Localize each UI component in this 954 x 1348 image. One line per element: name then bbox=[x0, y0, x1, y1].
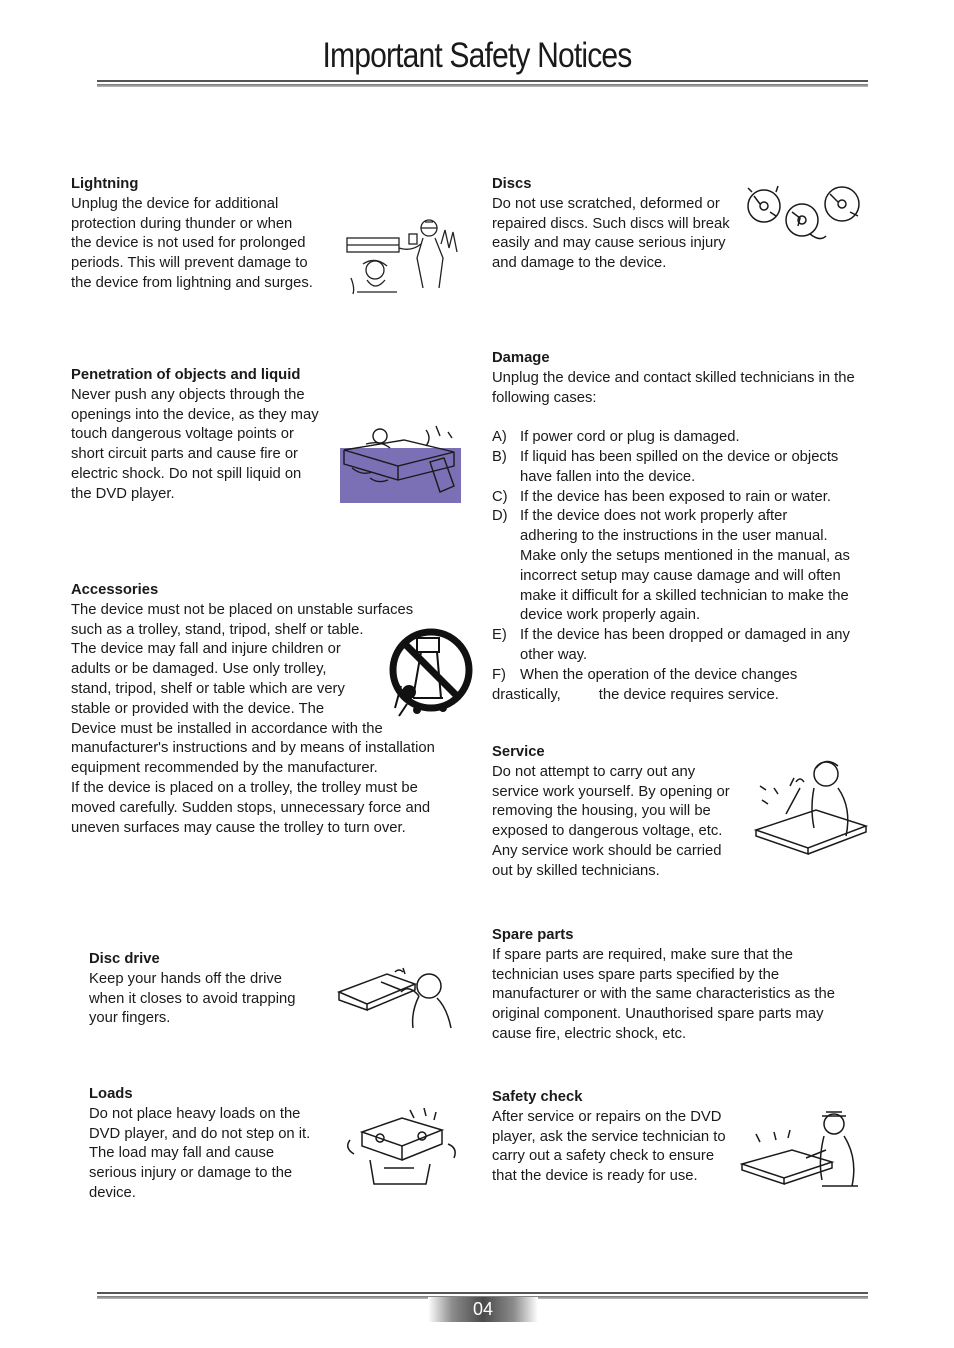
section-body: The device must not be placed on unstable surfaces such as a trolley, stand, tripod, shelf or table. The device may fall and injure children or adults or be damaged. Use only trolley, stand, tripod, shelf or table which are very stable or provided with the device. The Device must be installed in accordance with the manufacturer's instructions and by means of installation equipment recommended by the manufacturer. If the device is placed on a trolley, the trolley must be moved carefully. Sudden stops, unnecessary force and uneven surfaces may cause the trolley to turn over. bbox=[71, 601, 435, 836]
section-penetration bbox=[71, 366, 346, 505]
damaged-discs-illustration bbox=[744, 182, 866, 244]
section-heading: Accessories bbox=[71, 582, 159, 598]
section-spare-parts bbox=[492, 926, 892, 1045]
section-safety-check bbox=[492, 1088, 754, 1187]
section-heading: Spare parts bbox=[492, 927, 574, 943]
objects-liquid-illustration bbox=[340, 422, 462, 504]
section-loads bbox=[89, 1085, 339, 1204]
list-item: A) If power cord or plug is damaged. bbox=[492, 429, 740, 446]
section-body: If spare parts are required, make sure that the technician uses spare parts specified by the manufacturer or with the same characteristics as the original component. Unauthorised spare parts may cause fire, electric shock, etc. bbox=[492, 946, 835, 1042]
page-number: 04 bbox=[428, 1297, 538, 1322]
section-service bbox=[492, 743, 754, 882]
section-heading: Loads bbox=[89, 1086, 133, 1102]
disc-drive-fingers-illustration bbox=[337, 966, 459, 1030]
section-discs bbox=[492, 175, 752, 274]
list-item: C) If the device has been exposed to rain or water. bbox=[492, 488, 831, 505]
unplug-lightning-illustration bbox=[345, 218, 461, 296]
list-item: D) If the device does not work properly after adhering to the instructions in the user manual. Make only the setups mentioned in the manual, as incorrect setup may cause damage and will often make it difficult for a skilled technician to make the device work properly again. bbox=[492, 508, 850, 624]
header-rule bbox=[97, 80, 868, 87]
damage-case-list bbox=[492, 428, 892, 685]
section-body: Keep your hands off the drive when it closes to avoid trapping your fingers. bbox=[89, 970, 296, 1027]
section-heading: Penetration of objects and liquid bbox=[71, 367, 301, 383]
section-disc-drive bbox=[89, 950, 329, 1029]
section-intro: Unplug the device and contact skilled technicians in the following cases: bbox=[492, 369, 855, 406]
section-body: Unplug the device for additional protection during thunder or when the device is not used for prolonged periods. This will prevent damage to the device from lightning and surges. bbox=[71, 195, 313, 291]
section-heading: Discs bbox=[492, 176, 532, 192]
section-damage bbox=[492, 349, 892, 705]
section-heading: Damage bbox=[492, 350, 550, 366]
service-technician-illustration bbox=[750, 758, 868, 856]
safety-check-illustration bbox=[740, 1106, 868, 1194]
heavy-load-illustration bbox=[344, 1108, 458, 1186]
section-heading: Lightning bbox=[71, 176, 139, 192]
list-item: E) If the device has been dropped or damaged in any other way. bbox=[492, 627, 850, 663]
section-body: After service or repairs on the DVD player, ask the service technician to carry out a safety check to ensure that the device is ready for use. bbox=[492, 1108, 726, 1185]
no-trolley-illustration bbox=[387, 624, 475, 720]
section-body: Do not place heavy loads on the DVD player, and do not step on it. The load may fall and cause serious injury or damage to the device. bbox=[89, 1105, 311, 1201]
section-heading: Service bbox=[492, 744, 545, 760]
damage-tail: drastically, the device requires service. bbox=[492, 686, 779, 703]
section-lightning bbox=[71, 175, 341, 294]
section-body: Never push any objects through the openings into the device, as they may touch dangerous voltage points or short circuit parts and cause fire or electric shock. Do not spill liquid on the DVD player. bbox=[71, 386, 319, 502]
page-title: Important Safety Notices bbox=[322, 36, 632, 75]
section-heading: Safety check bbox=[492, 1089, 583, 1105]
list-item: B) If liquid has been spilled on the device or objects have fallen into the device. bbox=[492, 448, 839, 485]
section-body: Do not use scratched, deformed or repaired discs. Such discs will break easily and may cause serious injury and damage to the device. bbox=[492, 195, 730, 272]
section-heading: Disc drive bbox=[89, 951, 160, 967]
section-body: Do not attempt to carry out any service work yourself. By opening or removing the housing, you will be exposed to dangerous voltage, etc. Any service work should be carried out by skilled technicians. bbox=[492, 763, 730, 879]
list-item: F) When the operation of the device changes bbox=[492, 666, 798, 683]
